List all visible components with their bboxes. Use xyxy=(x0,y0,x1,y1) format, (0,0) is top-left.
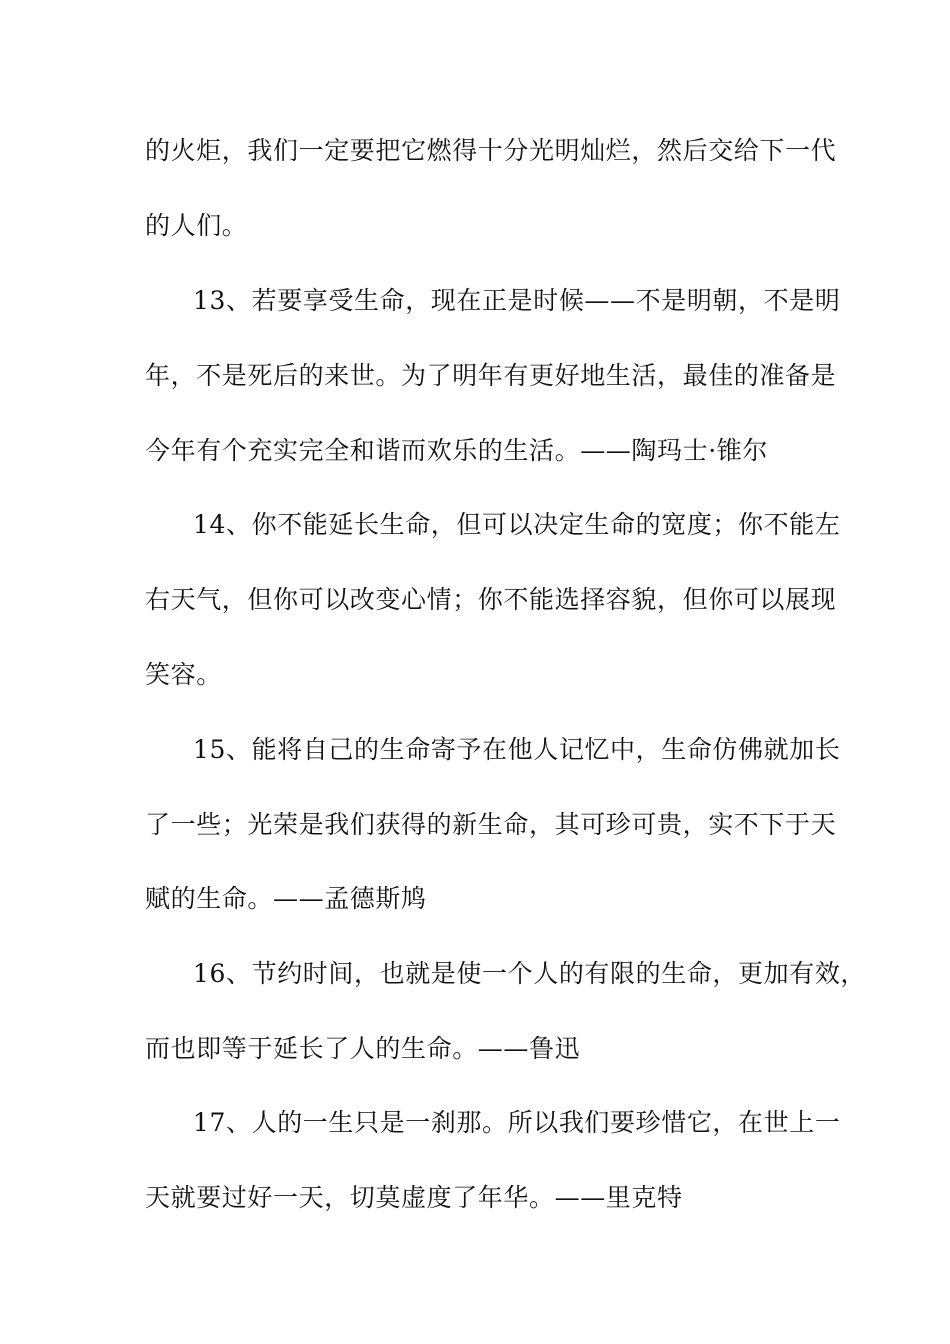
text-line: 的火炬，我们一定要把它燃得十分光明灿烂，然后交给下一代 xyxy=(145,136,837,165)
text-line: 笑容。 xyxy=(145,660,222,689)
text-line: 了一些；光荣是我们获得的新生命，其可珍可贵，实不下于天 xyxy=(145,810,837,839)
text-line: 天就要过好一天，切莫虚度了年华。——里克特 xyxy=(145,1183,683,1212)
text-line: 今年有个充实完全和谐而欢乐的生活。——陶玛士·锥尔 xyxy=(145,436,768,465)
paragraph-14-line: 14、你不能延长生命，但可以决定生命的宽度；你不能左 xyxy=(193,510,841,539)
text-line: 右天气，但你可以改变心情；你不能选择容貌，但你可以展现 xyxy=(145,585,837,614)
text-line: 而也即等于延长了人的生命。——鲁迅 xyxy=(145,1034,581,1063)
text-line: 赋的生命。——孟德斯鸠 xyxy=(145,884,427,913)
paragraph-15-line: 15、能将自己的生命寄予在他人记忆中，生命仿佛就加长 xyxy=(193,735,841,764)
text-line: 的人们。 xyxy=(145,211,248,240)
paragraph-17-line: 17、人的一生只是一刹那。所以我们要珍惜它，在世上一 xyxy=(193,1108,841,1137)
text-line: 年，不是死后的来世。为了明年有更好地生活，最佳的准备是 xyxy=(145,361,837,390)
paragraph-13-line: 13、若要享受生命，现在正是时候——不是明朝，不是明 xyxy=(193,286,841,315)
paragraph-16-line: 16、节约时间，也就是使一个人的有限的生命，更加有效， xyxy=(193,959,867,988)
